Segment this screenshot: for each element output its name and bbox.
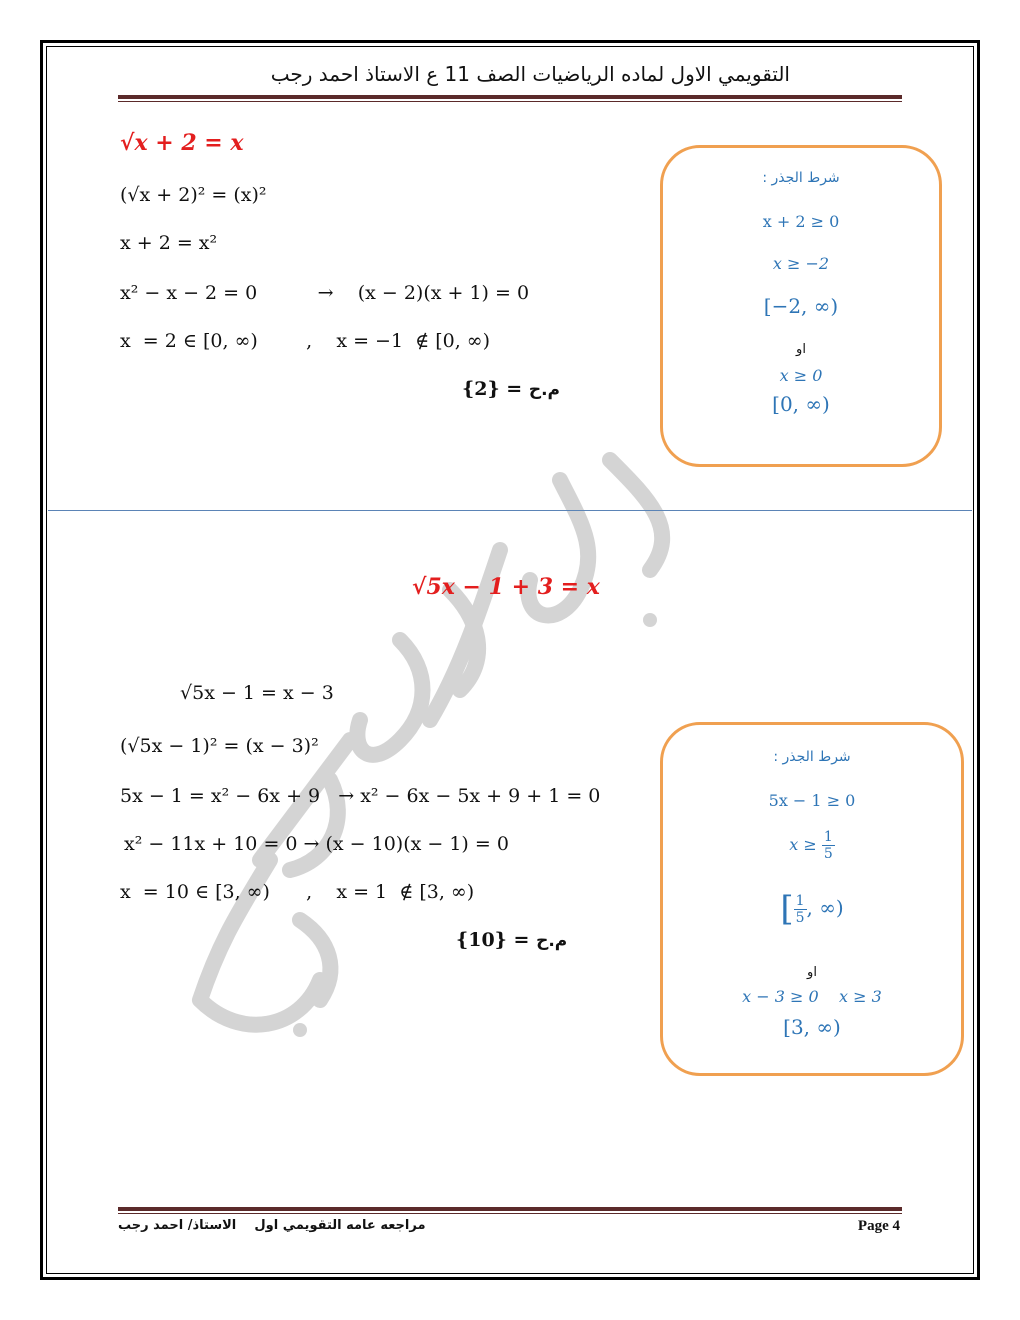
problem1-condition-or: او: [796, 342, 806, 357]
problem1-condition-alt-1: x ≥ 0: [779, 366, 823, 385]
problem1-step-1: (√x + 2)² = (x)²: [120, 184, 267, 206]
footer-rule-thin: [118, 1213, 902, 1214]
problem2-answer: {10} = م.ح: [456, 929, 568, 951]
problem1-equation-text: √x + 2 = x: [120, 130, 244, 156]
problem2-condition-interval: [ $\frac{1}{5}$ , ∞): [780, 889, 844, 929]
fraction-denominator: 5: [823, 846, 833, 862]
problem1-step-2: x + 2 = x²: [120, 232, 218, 254]
problem2-answer-label: م.ح: [536, 931, 568, 951]
problem2-answer-set: {10}: [456, 929, 507, 951]
problem1-condition-interval: [−2, ∞): [763, 294, 839, 318]
problem1-condition-line-2: x ≥ −2: [772, 254, 830, 273]
problem2-condition-or: او: [807, 965, 817, 980]
page-number: Page 4: [857, 1218, 900, 1234]
problem1-answer-label: م.ح: [528, 380, 561, 400]
problem1-equation: [120, 130, 244, 156]
problem1-answer-set: {2}: [462, 378, 500, 400]
problem1-condition-box: [660, 145, 942, 467]
problem2-step-4: x² − 11x + 10 = 0 → (x − 10)(x − 1) = 0: [124, 833, 509, 855]
problem2-condition-title: شرط الجذر :: [773, 749, 851, 765]
section-divider: [48, 510, 972, 511]
problem2-condition-fraction: [822, 829, 835, 862]
problem2-equation-text: √5x − 1 + 3 = x: [412, 574, 600, 600]
problem1-step-4: x = 2 ∈ [0, ∞) , x = −1 ∉ [0, ∞): [120, 330, 491, 352]
footer-rule-thick: [118, 1207, 902, 1211]
problem2-step-5: x = 10 ∈ [3, ∞) , x = 1 ∉ [3, ∞): [120, 881, 475, 903]
problem2-step-2: (√5x − 1)² = (x − 3)²: [120, 735, 319, 757]
header-rule-thick: [118, 95, 902, 99]
problem2-step-1: √5x − 1 = x − 3: [180, 682, 334, 704]
problem2-condition-line-1: 5x − 1 ≥ 0: [768, 791, 856, 810]
interval-fraction-denominator: 5: [795, 909, 805, 926]
problem1-condition-title: شرط الجذر :: [762, 170, 840, 186]
problem2-condition-line-2: [663, 829, 961, 862]
problem2-condition-alt-interval: [3, ∞): [783, 1015, 841, 1039]
interval-fraction-numerator: 1: [795, 892, 805, 909]
fraction-numerator: 1: [823, 829, 833, 845]
problem1-step-3: x² − x − 2 = 0 → (x − 2)(x + 1) = 0: [120, 282, 530, 304]
problem1-answer: {2} = م.ح: [462, 378, 561, 400]
interval-tail: , ∞): [806, 895, 844, 920]
header-rule-thin: [118, 101, 902, 102]
problem2-step-3: 5x − 1 = x² − 6x + 9 → x² − 6x − 5x + 9 + 1 = 0: [120, 785, 601, 807]
problem1-condition-line-1: x + 2 ≥ 0: [762, 212, 840, 231]
problem1-condition-alt-2: [0, ∞): [772, 392, 830, 416]
problem2-condition-line-2-prefix: x ≥: [789, 835, 817, 854]
header-title: التقويمي الاول لماده الرياضيات الصف 11 ع الاستاذ احمد رجب: [270, 62, 790, 86]
problem2-equation: [412, 574, 600, 600]
problem2-condition-alt-line: x − 3 ≥ 0 x ≥ 3: [742, 987, 882, 1006]
interval-fraction: [794, 893, 807, 926]
footer-text: مراجعه عامه التقويمي اول الاستاذ/ احمد رجب: [118, 1218, 426, 1233]
problem2-condition-box: [660, 722, 964, 1076]
